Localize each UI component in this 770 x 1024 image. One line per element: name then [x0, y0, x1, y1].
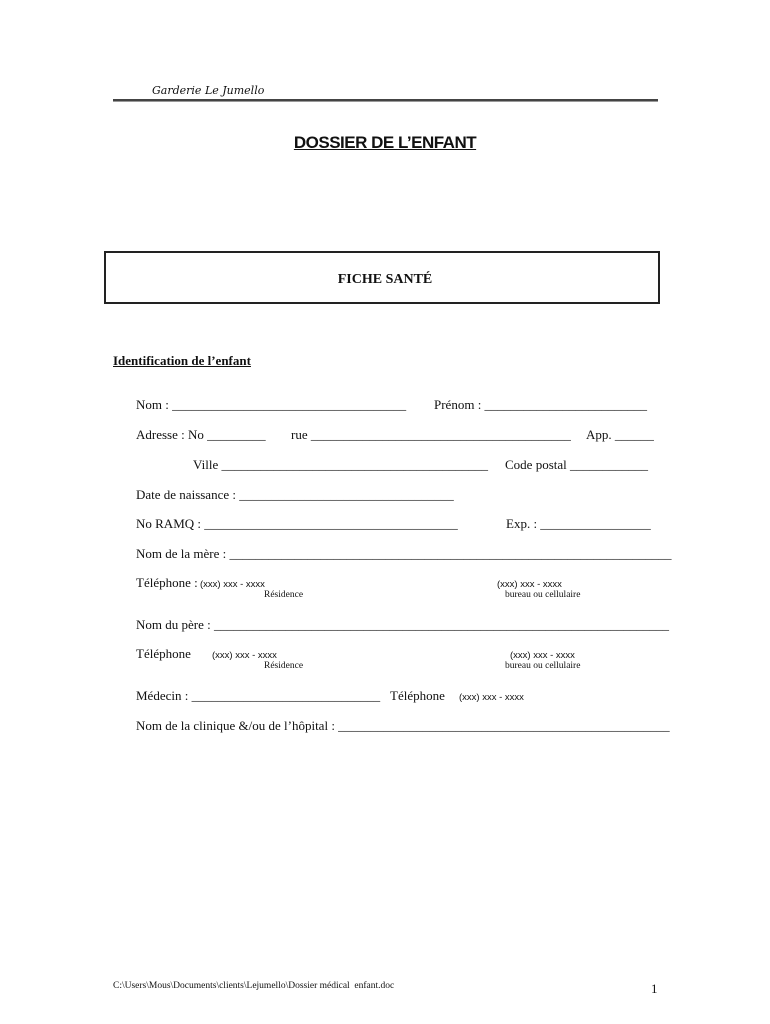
field-nom[interactable]: Nom : ____________________________________ [136, 397, 407, 412]
label-telephone-pere: Téléphone [136, 646, 191, 661]
field-tel-mere-residence[interactable]: (xxx) xxx - xxxx [200, 579, 265, 590]
field-tel-medecin[interactable]: (xxx) xxx - xxxx [459, 692, 524, 703]
field-exp[interactable]: Exp. : _________________ [506, 516, 651, 531]
field-rue[interactable]: rue ________________________________________ [291, 427, 571, 442]
header-company: Garderie Le Jumello [152, 84, 265, 97]
sub-bureau-mere: bureau ou cellulaire [505, 590, 581, 600]
section-heading: Identification de l’enfant [113, 353, 251, 368]
box-title: FICHE SANTÉ [337, 272, 433, 287]
page-number: 1 [651, 981, 658, 996]
sub-residence-mere: Résidence [264, 590, 304, 600]
field-tel-pere-residence[interactable]: (xxx) xxx - xxxx [212, 650, 277, 661]
field-nom-pere[interactable]: Nom du père : ______________________________________________________________________ [136, 617, 669, 632]
field-adresse[interactable]: Adresse : No _________ [136, 427, 266, 442]
field-date-naissance[interactable]: Date de naissance : _________________________________ [136, 487, 454, 502]
label-telephone-mere: Téléphone : [136, 575, 198, 590]
field-tel-mere-bureau[interactable]: (xxx) xxx - xxxx [497, 579, 562, 590]
field-medecin[interactable]: Médecin : _____________________________ [136, 688, 381, 703]
field-code-postal[interactable]: Code postal ____________ [505, 457, 648, 472]
sub-residence-pere: Résidence [264, 661, 304, 671]
field-ramq[interactable]: No RAMQ : _______________________________________ [136, 516, 458, 531]
page-title: DOSSIER DE L’ENFANT [293, 133, 477, 152]
header-rule [113, 99, 658, 102]
field-tel-pere-bureau[interactable]: (xxx) xxx - xxxx [510, 650, 575, 661]
field-clinique[interactable]: Nom de la clinique &/ou de l’hôpital : ___________________________________________________ [136, 718, 670, 733]
field-nom-mere[interactable]: Nom de la mère : ____________________________________________________________________ [136, 546, 672, 561]
field-prenom[interactable]: Prénom : _________________________ [434, 397, 648, 412]
label-telephone-medecin: Téléphone [390, 688, 445, 703]
field-app[interactable]: App. ______ [586, 427, 654, 442]
footer-path: C:\Users\Mous\Documents\clients\Lejumello\Dossier médical enfant.doc [113, 981, 395, 991]
sub-bureau-pere: bureau ou cellulaire [505, 661, 581, 671]
field-ville[interactable]: Ville _________________________________________ [193, 457, 488, 472]
